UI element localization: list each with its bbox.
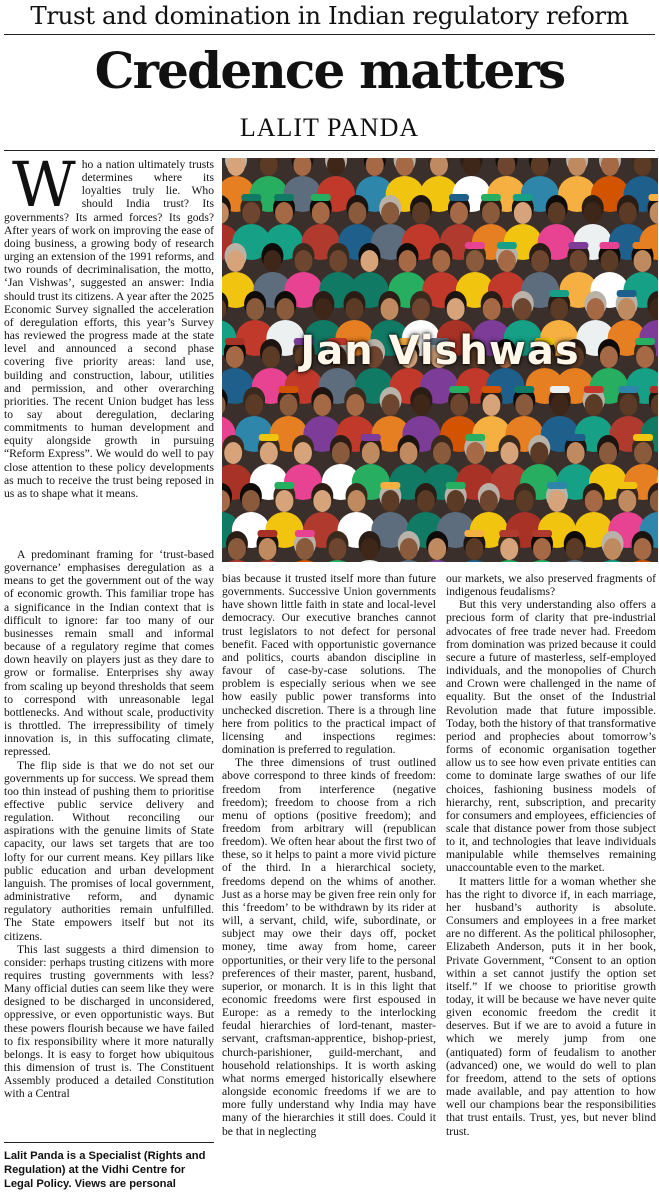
article-column-3 xyxy=(446,572,656,1200)
paragraph: This last suggests a third dimension to consider: perhaps trusting citizens with more requires trusting governments with less? Many official duties can seem like they were designed to be discharged in unconsidered, oppressive, or even opportunistic ways. But these powers flourish because we have failed to fix responsibility where it more naturally belongs. It is easy to forget how ubiquitous this dimension of trust is. The Constituent Assembly produced a detailed Constitution with a Central xyxy=(4,942,214,1101)
drop-cap: W xyxy=(12,158,76,221)
paragraph: The flip side is that we do not set our governments up for success. We spread them too thin instead of pushing them to prioritise effective public service delivery and regulation. Without reconciling our aspirations with the genuine limits of State capacity, our laws set targets that are too lofty for our current means. Key pillars like public education and urban development languish. The promises of local government, administrative reform, and dynamic regulatory authorities remain unfulfilled. The State empowers itself but not its citizens. xyxy=(4,758,214,943)
paragraph: But this very understanding also offers a precious form of clarity that pre-industrial advocates of free trade never had. Freedom from domination was prized because it could secure a future of masterless, self-employed individuals, and the monopolies of Church and Crown were challenged in the name of equality. But the onset of the Industrial Revolution made that future impossible. Today, both the history of that transformative period and prophecies about tomorrow’s forms of economic organisation together allow us to see how even private entities can come to dominate large swathes of our life choices, fashioning business models of hierarchy, rent, subscription, and precarity for consumers and employees, efficiencies of scale that distance power from those subject to it, and technologies that leave individuals manipulable while themselves remaining unaccountable even to the market. xyxy=(446,598,656,875)
paragraph: our markets, we also preserved fragments of indigenous feudalisms? xyxy=(446,572,656,599)
paragraph: It matters little for a woman whether she has the right to divorce if, in each marriage, her husband’s authority is absolute. Consumers and employees in a free market are no different. As the political philosopher, Elizabeth Anderson, puts it in her book, Private Government, “Consent to an option within a set cannot justify the option set itself.” If we choose to prioritise growth today, it will be because we have never quite given economic freedom the credit it deserves. But if we are to avoid a future in which we merely jump from one (antiquated) form of feudalism to another (advanced) one, we would do well to plan for freedom, attend to the sets of options made available, and pay attention to how well our champions bear the responsibilities that trust entails. Trust, yes, but never blind trust. xyxy=(446,874,656,1138)
article-column-1 xyxy=(4,548,214,1137)
byline: LALIT PANDA xyxy=(239,113,420,142)
image-caption-overlay: Jan Vishwas xyxy=(300,328,580,374)
paragraph: The three dimensions of trust outlined above correspond to three kinds of freedom: freedom from interference (negative freedom); freedom to choose from a rich menu of options (positive freedom); and freedom from arbitrary will (republican freedom). We often hear about the first two of these, so it helps to paint a more vivid picture of the third. In a hierarchical society, freedoms depend on the whims of another. Just as a horse may be given free rein only for this ‘freedom’ to be withdrawn by its rider at will, a servant, child, wife, subordinate, or subject may owe their days off, pocket money, time away from home, career opportunities, or their very life to the personal preferences of their master, parent, husband, superior, or monarch. It is in this light that economic freedoms were first espoused in Europe: as a remedy to the interlocking feudal hierarchies of lord-tenant, master-servant, craftsman-apprentice, bishop-priest, church-parishioner, guild-merchant, and household relationships. It is worth asking what norms emerged historically elsewhere alongside economic freedoms if we are to more fully understand why India may have many of the hierarchies it still does. Could it be that in neglecting xyxy=(222,756,436,1138)
kicker-title: Trust and domination in Indian regulatory reform xyxy=(30,1,629,30)
bio-rule xyxy=(4,1142,214,1143)
article-column-2 xyxy=(222,572,436,1200)
author-bio: Lalit Panda is a Specialist (Rights and Regulation) at the Vidhi Centre for Legal Policy. Views are personal xyxy=(4,1150,206,1190)
headline: Credence matters xyxy=(94,41,565,100)
byline-rule xyxy=(4,150,655,151)
paragraph: A predominant framing for ‘trust-based governance’ emphasises deregulation as a means to get the government out of the way of economic growth. This familiar trope has a significance in the Indian context that is difficult to ignore: far too many of our businesses remain small and informal because of a regulatory regime that comes down heavily on players just as they dare to grow or formalise. Enterprises shy away from scaling up beyond thresholds that seem to correspond with unreasonable legal bottlenecks. And without scale, productivity is throttled. The irrepressibility of timely innovation is, in this suffocating climate, repressed. xyxy=(4,548,214,759)
intro-text: ho a nation ultimately trusts determines where its loyalties truly lie. Who should India trust? Its governments? Its armed forces? Its gods? After years of work on improving the ease of doing business, a growing body of research urging an extension of the 1991 reforms, and two rounds of decriminalisation, the motto, ‘Jan Vishwas’, suggested an answer: India should trust its citizens. A year after the 2025 Economic Survey signalled the acceleration of deregulation efforts, this year’s Survey has reviewed the progress made at the state level and announced a second phase covering five priority areas: land use, building and construction, labour, utilities and permission, and other overarching priorities. The recent Union budget has less to say about deregulation, declaring commitments to human development and equity alongside growth in pursuing “Reform Express”. We would do well to pay close attention to these policy developments as much to receive the trust being reposed in us as to shape what it means. xyxy=(4,158,214,500)
article-intro-column xyxy=(4,158,214,549)
paragraph: bias because it trusted itself more than future governments. Successive Union governments have shown little faith in state and local-level democracy. Our executive branches cannot trust legislators to not defect for personal benefit. Faced with opportunistic governance and politics, courts abandon discipline in favour of case-by-case solutions. The problem is especially serious when we see how easily public power transforms into unchecked discretion. There is a through line here from politics to the practical impact of licensing and inspections regimes: domination is preferred to regulation. xyxy=(222,572,436,757)
top-rule xyxy=(4,34,655,35)
crowd-illustration xyxy=(222,158,658,562)
intro-paragraph xyxy=(4,158,214,500)
